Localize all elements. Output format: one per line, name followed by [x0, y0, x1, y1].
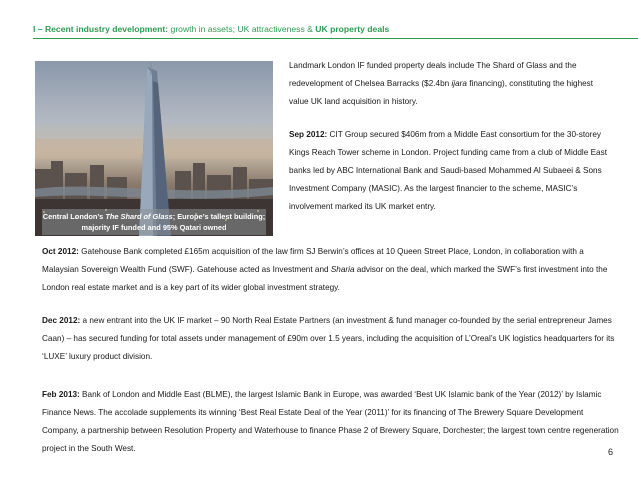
- caption-italic: The Shard of Glass: [105, 212, 173, 221]
- paragraph-dec-2012: Dec 2012: a new entrant into the UK IF market – 90 North Real Estate Partners (an investment & fund manager co-founded by the serial entrepreneur James Caan) – has secured funding for total assets under management of £90m over 1.5 years, including the acquisition of L’Oreal’s UK logistics headquarters for its ‘LUXE’ luxury product division.: [42, 316, 615, 361]
- section-header: [33, 24, 638, 38]
- date-label: Dec 2012:: [42, 316, 81, 325]
- caption-text: Central London’s: [42, 212, 106, 221]
- paragraph-sep-2012: Sep 2012: CIT Group secured $406m from a Middle East consortium for the 30-storey Kings Reach Tower scheme in London. Project funding came from a club of Middle East banks led by ABC International Bank and Saudi-based Mohammed Al Subaeei & Sons Investment Company (MASIC). As the largest financier to the scheme, MASIC’s involvement marked its UK market entry.: [289, 130, 607, 211]
- photo-caption: [42, 209, 266, 235]
- header-title: I – Recent industry development:: [33, 24, 169, 34]
- caption-text-end: ; Europe’s tallest building; majority IF funded and 95% Qatari owned: [81, 212, 266, 232]
- right-column: [289, 57, 614, 231]
- date-label: Feb 2013:: [42, 390, 80, 399]
- header-subtitle: growth in assets; UK attractiveness &: [168, 24, 316, 34]
- paragraph-oct-2012: Oct 2012: Gatehouse Bank completed £165m acquisition of the law firm SJ Berwin’s offices at 10 Queen Street Place, London, in collaboration with a Malaysian Sovereign Wealth Fund (SWF). Gatehouse acted as Investment and Sharia advisor on the deal, which marked the SWF’s first investment into the London real estate market and is a key part of its wider global investment strategy.: [42, 247, 608, 292]
- page-number: 6: [608, 447, 614, 457]
- date-label: Sep 2012:: [289, 130, 328, 139]
- header-divider: [33, 38, 638, 39]
- main-column: [42, 243, 622, 478]
- paragraph-landmark-deals: Landmark London IF funded property deals include The Shard of Glass and the redevelopment of Chelsea Barracks ($2.4bn ijara financing), constituting the highest value UK land acquisition in history.: [289, 61, 594, 106]
- paragraph-feb-2013: Feb 2013: Bank of London and Middle East (BLME), the largest Islamic Bank in Europe, was awarded ‘Best UK Islamic bank of the Year (2012)’ by Islamic Finance News. The accolade supplements its winning ‘Best Real Estate Deal of the Year (2011)’ for its financing of The Brewery Square Development Company, a partnership between Resolution Property and Waterhouse to finance Phase 2 of Brewery Square, Dorchester; the largest town centre regeneration project in the South West.: [42, 390, 619, 453]
- header-highlight: UK property deals: [315, 24, 390, 34]
- date-label: Oct 2012:: [42, 247, 79, 256]
